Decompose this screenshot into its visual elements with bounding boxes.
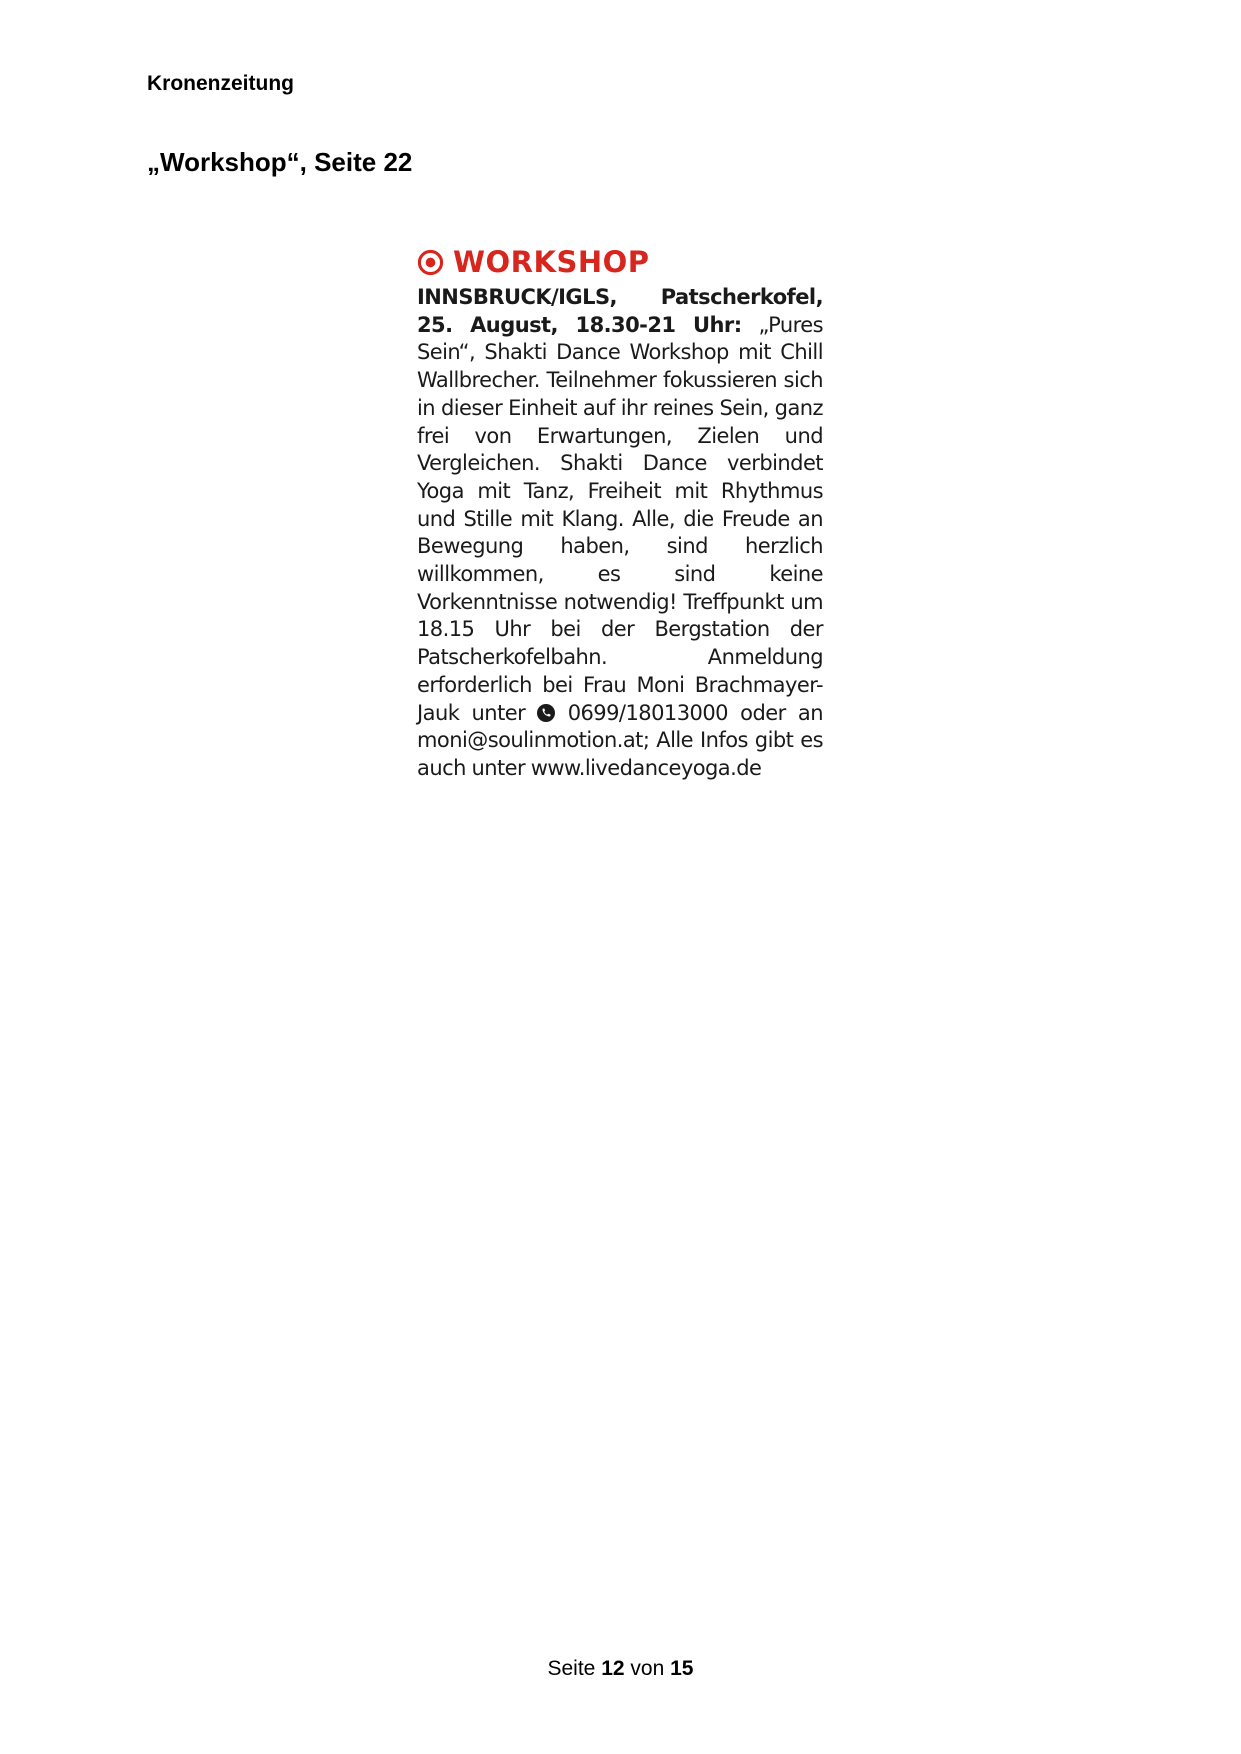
clipping-body [417, 284, 823, 783]
source-name: Kronenzeitung [147, 72, 294, 95]
target-icon [417, 249, 444, 276]
clipping-heading-text: WORKSHOP [453, 245, 650, 279]
clipping-heading [417, 244, 823, 280]
page-footer [0, 1657, 1241, 1681]
page-label: Seite [547, 1657, 596, 1680]
clipping-text-part2: 0699/18013000 oder an moni@soulinmotion.at; Alle Infos gibt es auch unter www.livedanceyoga.de [417, 700, 823, 780]
newspaper-clipping [417, 244, 823, 783]
clipping-text-part1: „Pures Sein“, Shakti Dance Workshop mit Chill Wallbrecher. Teilnehmer fokussieren sich in dieser Einheit auf ihr reines Sein, ganz frei von Erwartungen, Zielen und Vergleichen. Shakti Dance verbindet Yoga mit Tanz, Freiheit mit Rhythmus und Stille mit Klang. Alle, die Freude an Bewegung haben, sind herzlich willkommen, es sind keine Vorkenntnisse notwendig! Treffpunkt um 18.15 Uhr bei der Bergstation der Patscherkofelbahn. Anmeldung erforderlich bei Frau Moni Brachmayer-Jauk unter [417, 312, 823, 725]
page-separator: von [630, 1657, 665, 1680]
page-current: 12 [601, 1657, 625, 1680]
page-total: 15 [670, 1657, 694, 1680]
article-title: „Workshop“, Seite 22 [147, 147, 413, 177]
clipping-lead: INNSBRUCK/IGLS, Patscherkofel, 25. August, 18.30-21 Uhr: [417, 285, 823, 337]
phone-icon [537, 704, 555, 722]
